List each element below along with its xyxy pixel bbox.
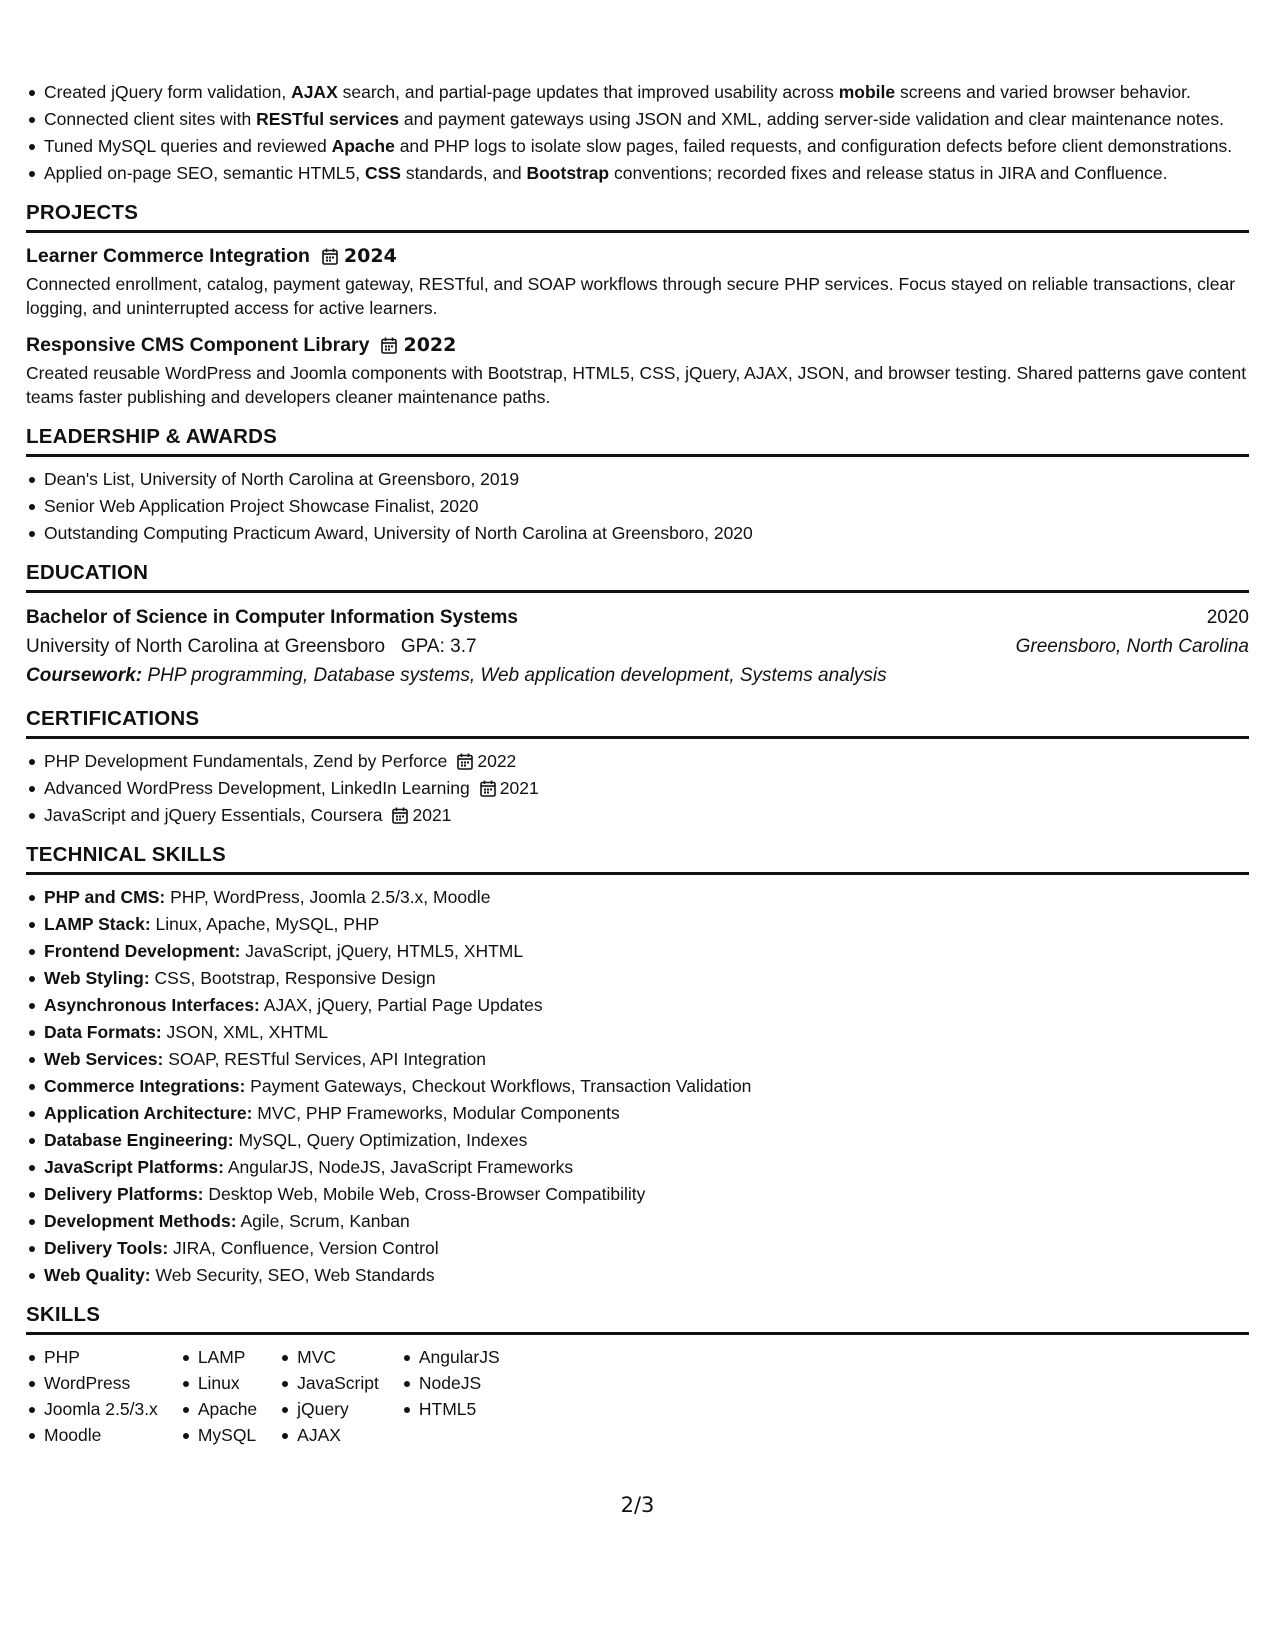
skill-category-values: Linux, Apache, MySQL, PHP — [155, 914, 380, 934]
bullet-text: standards, and — [400, 163, 527, 183]
skill-item: JavaScript — [279, 1371, 379, 1395]
skills-section — [26, 1301, 1249, 1449]
university-location: Greensboro, North Carolina — [1015, 636, 1249, 657]
experience-bullet — [26, 80, 1249, 104]
skill-item: NodeJS — [401, 1371, 500, 1395]
certification-year: 2022 — [477, 751, 517, 771]
certifications-section — [26, 705, 1249, 827]
certification-name: JavaScript and jQuery Essentials, Coursera — [44, 805, 383, 825]
skill-category-values: Desktop Web, Mobile Web, Cross-Browser Compatibility — [208, 1184, 646, 1204]
bullet-text: Connected client sites with — [44, 109, 257, 129]
skill-category-values: AJAX, jQuery, Partial Page Updates — [263, 995, 543, 1015]
degree-name: Bachelor of Science in Computer Information Systems — [26, 607, 518, 628]
technical-skill-item — [26, 912, 1249, 936]
keyword-bold: CSS — [365, 163, 401, 183]
skill-item: Joomla 2.5/3.x — [26, 1397, 158, 1421]
experience-bullet-list — [26, 80, 1249, 185]
certification-year: 2021 — [412, 805, 452, 825]
awards-section — [26, 423, 1249, 545]
bullet-text: screens and varied browser behavior. — [895, 82, 1191, 102]
bullet-text: Created jQuery form validation, — [44, 82, 292, 102]
page-number: 2/3 — [620, 1493, 655, 1517]
experience-bullet — [26, 161, 1249, 185]
keyword-bold: AJAX — [291, 82, 338, 102]
technical-skill-item — [26, 1182, 1249, 1206]
skill-category-label: Data Formats: — [44, 1022, 162, 1042]
section-title-projects: PROJECTS — [26, 199, 1249, 233]
skill-item: Apache — [180, 1397, 257, 1421]
calendar-icon — [480, 780, 496, 797]
section-title-awards: LEADERSHIP & AWARDS — [26, 423, 1249, 457]
skill-category-label: Database Engineering: — [44, 1130, 234, 1150]
technical-skill-item — [26, 1128, 1249, 1152]
skill-item: Moodle — [26, 1423, 158, 1447]
skill-category-label: Frontend Development: — [44, 941, 241, 961]
section-title-skills: SKILLS — [26, 1301, 1249, 1335]
keyword-bold: Apache — [331, 136, 395, 156]
skill-category-label: Web Styling: — [44, 968, 150, 988]
skill-category-values: MVC, PHP Frameworks, Modular Components — [257, 1103, 620, 1123]
skill-category-label: Web Services: — [44, 1049, 164, 1069]
skill-category-label: Asynchronous Interfaces: — [44, 995, 260, 1015]
skill-category-values: CSS, Bootstrap, Responsive Design — [154, 968, 436, 988]
skill-item: WordPress — [26, 1371, 158, 1395]
education-section — [26, 559, 1249, 691]
section-title-certifications: CERTIFICATIONS — [26, 705, 1249, 739]
section-title-technical-skills: TECHNICAL SKILLS — [26, 841, 1249, 875]
keyword-bold: mobile — [838, 82, 896, 102]
skill-category-label: Delivery Platforms: — [44, 1184, 204, 1204]
calendar-icon — [457, 753, 473, 770]
technical-skill-item — [26, 1236, 1249, 1260]
skill-category-label: Delivery Tools: — [44, 1238, 169, 1258]
projects-section — [26, 199, 1249, 409]
technical-skill-item — [26, 885, 1249, 909]
certification-year: 2021 — [499, 778, 539, 798]
skill-item: PHP — [26, 1345, 158, 1369]
skill-category-label: Commerce Integrations: — [44, 1076, 246, 1096]
skills-column — [26, 1345, 158, 1449]
skills-column — [279, 1345, 379, 1449]
skills-columns — [26, 1345, 1249, 1449]
skill-item: Linux — [180, 1371, 257, 1395]
certification-name: Advanced WordPress Development, LinkedIn Learning — [44, 778, 470, 798]
skill-category-values: PHP, WordPress, Joomla 2.5/3.x, Moodle — [170, 887, 491, 907]
keyword-bold: Bootstrap — [526, 163, 610, 183]
award-item: Outstanding Computing Practicum Award, University of North Carolina at Greensboro, 2020 — [26, 521, 1249, 545]
project-year: 2024 — [343, 245, 397, 267]
coursework — [26, 661, 1249, 691]
bullet-text: Applied on-page SEO, semantic HTML5, — [44, 163, 365, 183]
project-description: Connected enrollment, catalog, payment gateway, RESTful, and SOAP workflows through secure PHP services. Focus stayed on reliable transactions, clear logging, and uninterrupted access for active learners. — [26, 274, 1236, 318]
project-description: Created reusable WordPress and Joomla components with Bootstrap, HTML5, CSS, jQuery, AJAX, JSON, and browser testing. Shared patterns gave content teams faster publishing and developers cleaner maintenance paths. — [26, 363, 1247, 407]
award-item: Dean's List, University of North Carolina at Greensboro, 2019 — [26, 467, 1249, 491]
bullet-text: Tuned MySQL queries and reviewed — [44, 136, 332, 156]
skill-category-label: PHP and CMS: — [44, 887, 166, 907]
skill-category-label: Web Quality: — [44, 1265, 151, 1285]
calendar-icon — [392, 807, 408, 824]
skill-category-values: SOAP, RESTful Services, API Integration — [168, 1049, 486, 1069]
project-item — [26, 332, 1249, 409]
skill-category-values: AngularJS, NodeJS, JavaScript Frameworks — [227, 1157, 574, 1177]
technical-skill-item — [26, 1263, 1249, 1287]
technical-skills-section — [26, 841, 1249, 1287]
technical-skill-item — [26, 939, 1249, 963]
coursework-list: PHP programming, Database systems, Web application development, Systems analysis — [147, 665, 887, 686]
skill-item: AngularJS — [401, 1345, 500, 1369]
skill-category-values: JavaScript, jQuery, HTML5, XHTML — [245, 941, 524, 961]
skill-category-values: Web Security, SEO, Web Standards — [155, 1265, 435, 1285]
calendar-icon — [381, 337, 397, 354]
skill-category-values: Agile, Scrum, Kanban — [240, 1211, 410, 1231]
skill-category-values: JIRA, Confluence, Version Control — [173, 1238, 439, 1258]
calendar-icon — [322, 248, 338, 265]
skill-category-values: MySQL, Query Optimization, Indexes — [238, 1130, 528, 1150]
certification-name: PHP Development Fundamentals, Zend by Perforce — [44, 751, 448, 771]
technical-skill-item — [26, 993, 1249, 1017]
skill-category-label: Application Architecture: — [44, 1103, 253, 1123]
bullet-text: and PHP logs to isolate slow pages, failed requests, and configuration defects before client demonstrations. — [394, 136, 1233, 156]
experience-bullet — [26, 134, 1249, 158]
skill-item: HTML5 — [401, 1397, 500, 1421]
awards-list — [26, 467, 1249, 545]
experience-bullet — [26, 107, 1249, 131]
gpa: GPA: 3.7 — [400, 636, 477, 657]
skill-category-label: JavaScript Platforms: — [44, 1157, 224, 1177]
skill-category-label: Development Methods: — [44, 1211, 237, 1231]
bullet-text: search, and partial-page updates that improved usability across — [337, 82, 839, 102]
skill-item: AJAX — [279, 1423, 379, 1447]
graduation-year: 2020 — [1206, 607, 1249, 628]
technical-skill-item — [26, 1047, 1249, 1071]
skill-item: jQuery — [279, 1397, 379, 1421]
skill-category-values: Payment Gateways, Checkout Workflows, Transaction Validation — [250, 1076, 752, 1096]
university-name: University of North Carolina at Greensboro — [26, 636, 386, 657]
keyword-bold: RESTful services — [256, 109, 400, 129]
certification-item — [26, 776, 1249, 800]
section-title-education: EDUCATION — [26, 559, 1249, 593]
skills-column — [401, 1345, 500, 1449]
technical-skill-item — [26, 1101, 1249, 1125]
skill-item: LAMP — [180, 1345, 257, 1369]
technical-skill-item — [26, 1020, 1249, 1044]
project-item — [26, 243, 1249, 320]
bullet-text: conventions; recorded fixes and release status in JIRA and Confluence. — [609, 163, 1168, 183]
skill-item: MySQL — [180, 1423, 257, 1447]
skill-item: MVC — [279, 1345, 379, 1369]
project-name: Responsive CMS Component Library — [26, 334, 370, 356]
technical-skill-item — [26, 966, 1249, 990]
technical-skill-item — [26, 1074, 1249, 1098]
skill-category-label: LAMP Stack: — [44, 914, 151, 934]
certification-item — [26, 803, 1249, 827]
technical-skill-item — [26, 1155, 1249, 1179]
certification-item — [26, 749, 1249, 773]
skill-category-values: JSON, XML, XHTML — [166, 1022, 328, 1042]
bullet-text: and payment gateways using JSON and XML, adding server-side validation and clear maintenance notes. — [399, 109, 1224, 129]
certifications-list — [26, 749, 1249, 827]
technical-skills-list — [26, 885, 1249, 1287]
project-name: Learner Commerce Integration — [26, 245, 310, 267]
skills-column — [180, 1345, 257, 1449]
technical-skill-item — [26, 1209, 1249, 1233]
award-item: Senior Web Application Project Showcase Finalist, 2020 — [26, 494, 1249, 518]
project-year: 2022 — [403, 334, 457, 356]
coursework-label: Coursework: — [26, 665, 143, 686]
